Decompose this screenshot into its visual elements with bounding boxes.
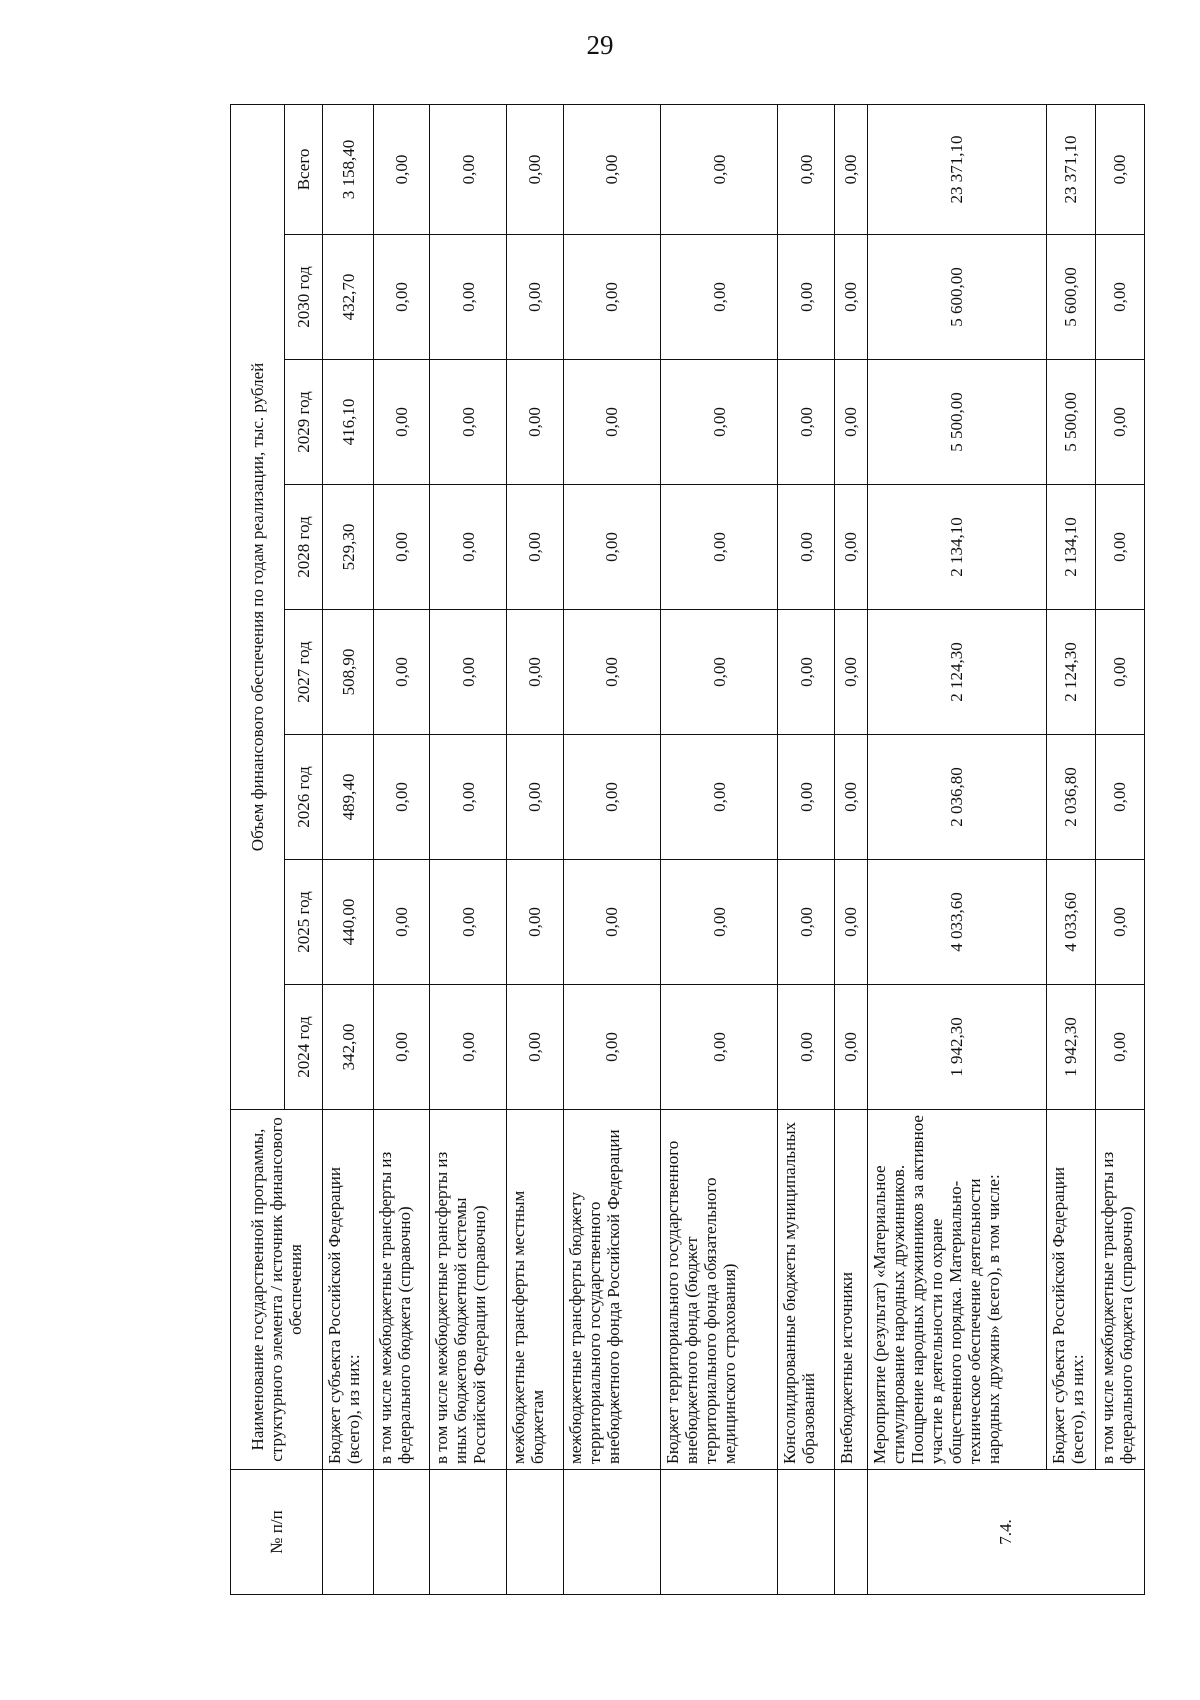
row-name: Консолидированные бюджеты муниципальных образований <box>778 1110 834 1470</box>
header-name: Наименование государственной программы, структурного элемента / источник финансового обеспечения <box>231 1110 323 1470</box>
row-value: 0,00 <box>507 610 563 735</box>
table-row <box>1046 104 1095 1594</box>
row-value: 0,00 <box>834 610 867 735</box>
row-index <box>430 1470 507 1595</box>
row-total: 0,00 <box>374 104 430 234</box>
table-row <box>563 104 660 1594</box>
row-value: 0,00 <box>660 860 778 985</box>
row-value: 0,00 <box>778 610 834 735</box>
row-value: 0,00 <box>834 860 867 985</box>
row-value: 2 134,10 <box>867 485 1046 610</box>
row-value: 0,00 <box>563 235 660 360</box>
row-value: 0,00 <box>660 610 778 735</box>
row-name: межбюджетные трансферты местным бюджетам <box>507 1110 563 1470</box>
page-number: 29 <box>586 30 614 60</box>
row-value: 0,00 <box>430 735 507 860</box>
header-year: 2027 год <box>285 610 323 735</box>
row-value: 0,00 <box>834 485 867 610</box>
row-value: 489,40 <box>323 735 374 860</box>
row-total: 0,00 <box>660 104 778 234</box>
header-year: 2026 год <box>285 735 323 860</box>
row-total: 0,00 <box>507 104 563 234</box>
row-total: 0,00 <box>563 104 660 234</box>
table-row <box>1095 104 1144 1594</box>
row-value: 0,00 <box>507 235 563 360</box>
row-value: 0,00 <box>834 235 867 360</box>
row-value: 0,00 <box>778 735 834 860</box>
row-value: 0,00 <box>563 985 660 1110</box>
row-value: 0,00 <box>374 485 430 610</box>
row-value: 5 600,00 <box>1046 235 1095 360</box>
row-name: в том числе межбюджетные трансферты из федерального бюджета (справочно) <box>374 1110 430 1470</box>
row-index <box>834 1470 867 1595</box>
row-value: 0,00 <box>660 485 778 610</box>
rotated-table-container <box>230 105 1145 1595</box>
row-value: 4 033,60 <box>1046 860 1095 985</box>
row-total: 3 158,40 <box>323 104 374 234</box>
row-value: 0,00 <box>374 735 430 860</box>
row-value: 0,00 <box>1095 860 1144 985</box>
table-row <box>834 104 867 1594</box>
row-value: 5 500,00 <box>1046 360 1095 485</box>
header-volume: Объем финансового обеспечения по годам реализации, тыс. рублей <box>231 104 285 1109</box>
row-value: 0,00 <box>507 360 563 485</box>
row-value: 0,00 <box>563 485 660 610</box>
row-value: 0,00 <box>507 735 563 860</box>
table-row <box>374 104 430 1594</box>
row-value: 0,00 <box>507 860 563 985</box>
header-row-top <box>231 104 285 1594</box>
row-value: 1 942,30 <box>867 985 1046 1110</box>
row-value: 0,00 <box>374 985 430 1110</box>
row-value: 0,00 <box>660 360 778 485</box>
row-value: 0,00 <box>374 610 430 735</box>
row-value: 440,00 <box>323 860 374 985</box>
row-value: 2 036,80 <box>1046 735 1095 860</box>
row-index <box>660 1470 778 1595</box>
row-total: 23 371,10 <box>1046 104 1095 234</box>
table-row <box>507 104 563 1594</box>
row-index <box>323 1470 374 1595</box>
row-name: Бюджет субъекта Российской Федерации (всего), из них: <box>323 1110 374 1470</box>
table-row <box>778 104 834 1594</box>
row-index <box>507 1470 563 1595</box>
row-index: 7.4. <box>867 1470 1144 1595</box>
financing-table <box>230 104 1145 1595</box>
row-total: 0,00 <box>430 104 507 234</box>
header-year: 2030 год <box>285 235 323 360</box>
row-total: 23 371,10 <box>867 104 1046 234</box>
row-index <box>374 1470 430 1595</box>
header-year: 2025 год <box>285 860 323 985</box>
row-value: 0,00 <box>834 360 867 485</box>
row-value: 0,00 <box>778 985 834 1110</box>
table-row <box>323 104 374 1594</box>
row-value: 0,00 <box>778 485 834 610</box>
row-name: в том числе межбюджетные трансферты из иных бюджетов бюджетной системы Российской Федерации (справочно) <box>430 1110 507 1470</box>
table-row <box>867 104 1046 1594</box>
row-value: 0,00 <box>430 360 507 485</box>
row-value: 0,00 <box>660 985 778 1110</box>
row-total: 0,00 <box>1095 104 1144 234</box>
row-value: 5 500,00 <box>867 360 1046 485</box>
row-value: 0,00 <box>1095 610 1144 735</box>
row-value: 0,00 <box>430 485 507 610</box>
row-value: 342,00 <box>323 985 374 1110</box>
row-value: 0,00 <box>507 985 563 1110</box>
row-value: 0,00 <box>778 860 834 985</box>
row-value: 416,10 <box>323 360 374 485</box>
row-value: 0,00 <box>1095 985 1144 1110</box>
row-name: Бюджет субъекта Российской Федерации (всего), из них: <box>1046 1110 1095 1470</box>
row-value: 0,00 <box>1095 360 1144 485</box>
row-name: межбюджетные трансферты бюджету территориального государственного внебюджетного фонда Российской Федерации <box>563 1110 660 1470</box>
row-value: 0,00 <box>374 860 430 985</box>
row-value: 0,00 <box>1095 735 1144 860</box>
row-index <box>778 1470 834 1595</box>
row-value: 529,30 <box>323 485 374 610</box>
row-value: 1 942,30 <box>1046 985 1095 1110</box>
row-name: Бюджет территориального государственного внебюджетного фонда (бюджет территориального фонда обязательного медицинского страхования) <box>660 1110 778 1470</box>
row-value: 0,00 <box>1095 485 1144 610</box>
row-value: 2 124,30 <box>867 610 1046 735</box>
row-value: 0,00 <box>563 735 660 860</box>
row-value: 0,00 <box>563 360 660 485</box>
header-year: 2024 год <box>285 985 323 1110</box>
header-year: 2028 год <box>285 485 323 610</box>
row-value: 2 134,10 <box>1046 485 1095 610</box>
row-value: 0,00 <box>563 610 660 735</box>
row-value: 0,00 <box>430 860 507 985</box>
row-value: 2 036,80 <box>867 735 1046 860</box>
row-value: 0,00 <box>1095 235 1144 360</box>
row-value: 432,70 <box>323 235 374 360</box>
row-name: Внебюджетные источники <box>834 1110 867 1470</box>
row-value: 5 600,00 <box>867 235 1046 360</box>
row-value: 0,00 <box>507 485 563 610</box>
table-row <box>660 104 778 1594</box>
row-value: 0,00 <box>430 610 507 735</box>
header-year: 2029 год <box>285 360 323 485</box>
row-value: 0,00 <box>374 235 430 360</box>
row-value: 0,00 <box>778 360 834 485</box>
table-body <box>323 104 1145 1594</box>
row-value: 0,00 <box>374 360 430 485</box>
table-row <box>430 104 507 1594</box>
header-index: № п/п <box>231 1470 323 1595</box>
row-value: 0,00 <box>834 985 867 1110</box>
row-name: Мероприятие (результат) «Материальное стимулирование народных дружинников. Поощрение народных дружинников за активное участие в деятельности по охране общественного порядка. Материально-техническое обеспечение деятельности народных дружин» (всего), в том числе: <box>867 1110 1046 1470</box>
row-value: 0,00 <box>834 735 867 860</box>
row-value: 0,00 <box>430 235 507 360</box>
row-value: 0,00 <box>660 735 778 860</box>
row-value: 0,00 <box>778 235 834 360</box>
row-value: 0,00 <box>563 860 660 985</box>
row-value: 0,00 <box>430 985 507 1110</box>
row-value: 4 033,60 <box>867 860 1046 985</box>
row-total: 0,00 <box>834 104 867 234</box>
row-index <box>563 1470 660 1595</box>
row-value: 2 124,30 <box>1046 610 1095 735</box>
row-name: в том числе межбюджетные трансферты из федерального бюджета (справочно) <box>1095 1110 1144 1470</box>
row-value: 508,90 <box>323 610 374 735</box>
row-value: 0,00 <box>660 235 778 360</box>
row-total: 0,00 <box>778 104 834 234</box>
header-total: Всего <box>285 104 323 234</box>
